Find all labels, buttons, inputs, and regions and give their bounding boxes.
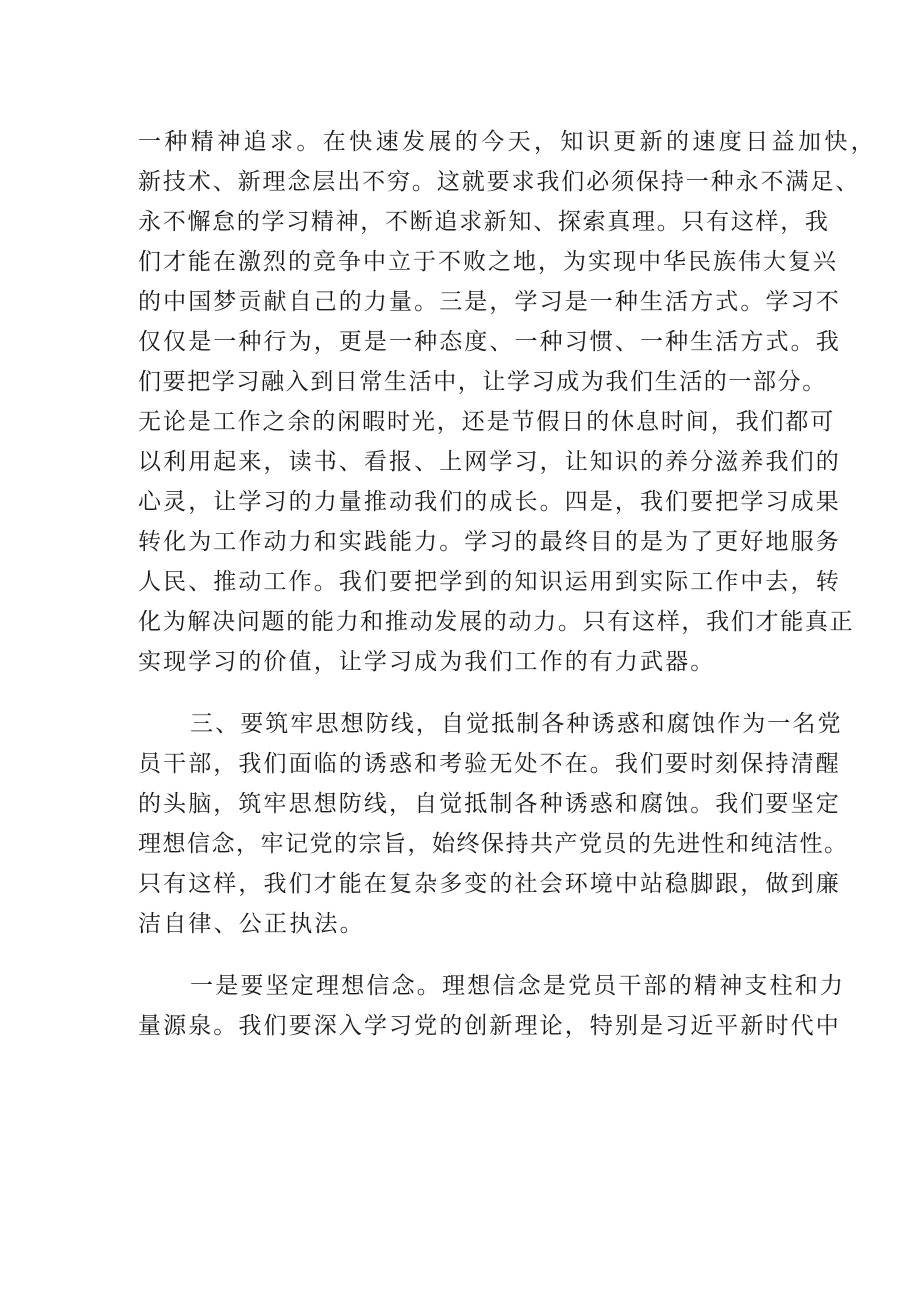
text-line: 仅仅是一种行为，更是一种态度、一种习惯、一种生活方式。我 (138, 329, 841, 355)
body-text (138, 122, 878, 1046)
text-line: 一是要坚定理想信念。理想信念是党员干部的精神支柱和力 (190, 973, 846, 999)
text-line: 转化为工作动力和实践能力。学习的最终目的是为了更好地服务 (138, 529, 841, 555)
text-line: 量源泉。我们要深入学习党的创新理论，特别是习近平新时代中 (138, 1013, 841, 1039)
text-line: 的头脑，筑牢思想防线，自觉抵制各种诱惑和腐蚀。我们要坚定 (138, 791, 841, 817)
text-line: 一种精神追求。在快速发展的今天，知识更新的速度日益加快， (138, 129, 878, 155)
text-line: 无论是工作之余的闲暇时光，还是节假日的休息时间，我们都可 (138, 409, 836, 435)
text-line: 永不懈怠的学习精神，不断追求新知、探索真理。只有这样，我 (138, 209, 830, 235)
paragraph-gap (138, 682, 788, 704)
text-line: 理想信念，牢记党的宗旨，始终保持共产党员的先进性和纯洁性。 (138, 831, 849, 857)
text-line: 只有这样，我们才能在复杂多变的社会环境中站稳脚跟，做到廉 (138, 871, 841, 897)
text-line: 化为解决问题的能力和推动发展的动力。只有这样，我们才能真正 (138, 609, 855, 635)
text-line: 实现学习的价值，让学习成为我们工作的有力武器。 (138, 649, 716, 675)
text-line: 洁自律、公正执法。 (138, 911, 365, 937)
heading-line: 三、要筑牢思想防线，自觉抵制各种诱惑和腐蚀作为一名党 (190, 711, 843, 737)
text-line: 们才能在激烈的竞争中立于不败之地，为实现中华民族伟大复兴 (138, 249, 838, 275)
text-line: 人民、推动工作。我们要把学到的知识运用到实际工作中去，转 (138, 569, 841, 595)
paragraph-gap (138, 944, 788, 966)
text-line: 心灵，让学习的力量推动我们的成长。四是，我们要把学习成果 (138, 489, 841, 515)
text-line: 们要把学习融入到日常生活中，让学习成为我们生活的一部分。 (138, 369, 827, 395)
text-line: 新技术、新理念层出不穷。这就要求我们必须保持一种永不满足、 (138, 169, 861, 195)
text-line: 以利用起来，读书、看报、上网学习，让知识的养分滋养我们的 (138, 449, 841, 475)
text-line: 员干部，我们面临的诱惑和考验无处不在。我们要时刻保持清醒 (138, 751, 841, 777)
text-line: 的中国梦贡献自己的力量。三是，学习是一种生活方式。学习不 (138, 289, 841, 315)
